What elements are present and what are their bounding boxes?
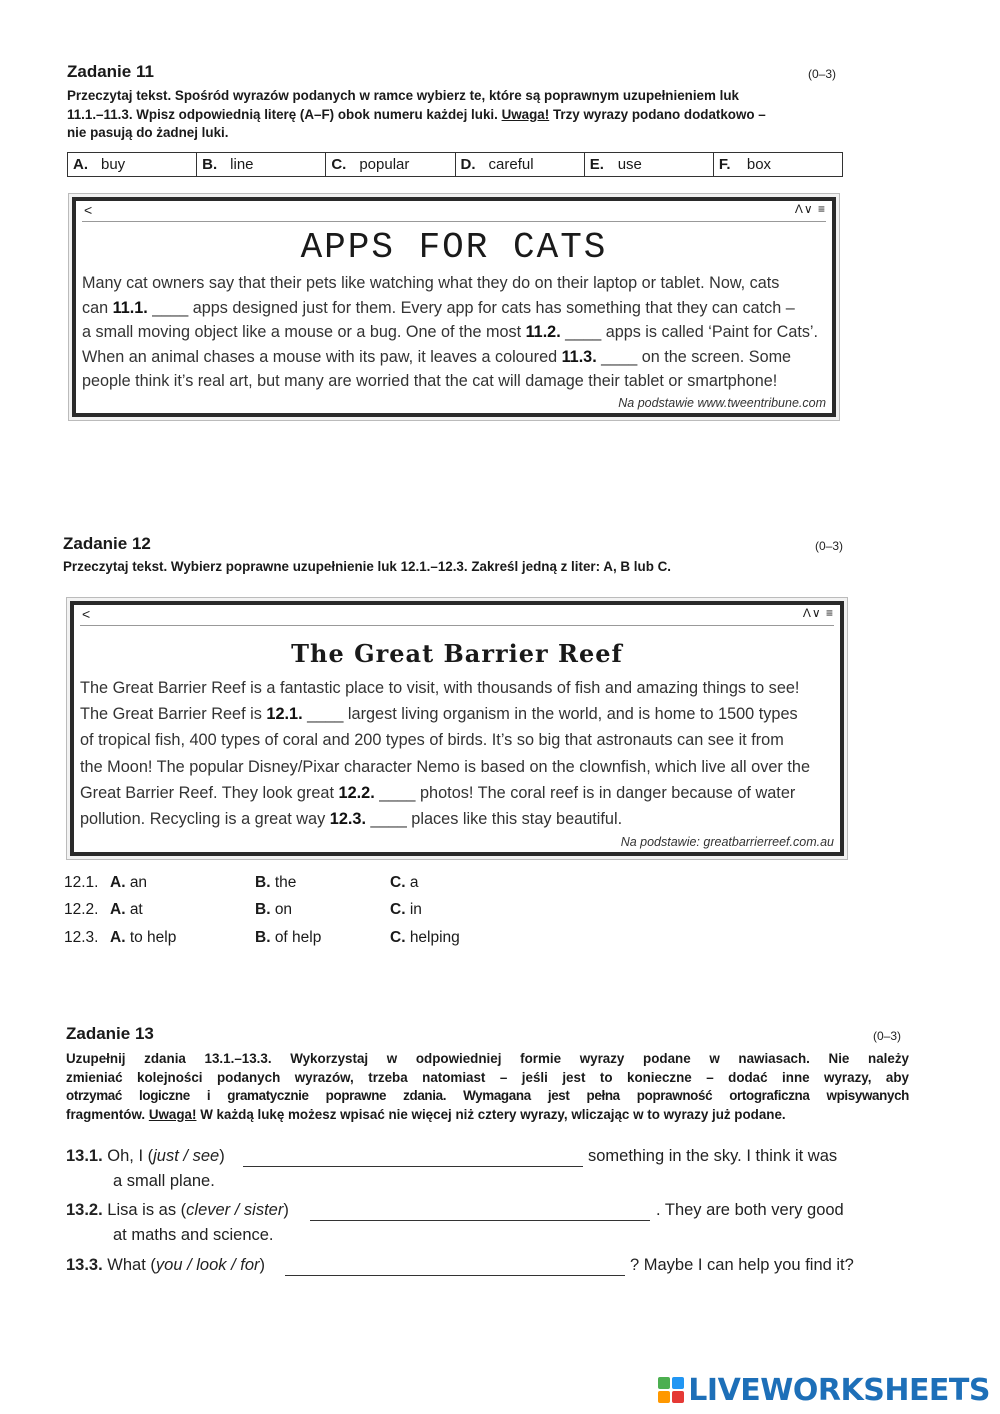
word-option-b: B. line [197, 153, 326, 176]
word-option-c: C. popular [326, 153, 455, 176]
text-line: people think it’s real art, but many are worried that the cat will damage their tablet or smartphone! [82, 372, 778, 390]
sentence-13-2-end: . They are both very good [656, 1201, 844, 1219]
sentence-13-1-end: something in the sky. I think it was [588, 1147, 838, 1165]
font-size-menu-icon: Λ∨ ≡ [802, 606, 834, 620]
option-a[interactable]: A. an [110, 874, 148, 891]
task13-instruction-line: zmieniać kolejności podanych wyrazów, trzeba natomiast – jeśli jest to konieczne – dodać inne wyrazy, aby [66, 1069, 909, 1085]
task11-instruction-line2: 11.1.–11.3. Wpisz odpowiednią literę (A–F) obok numeru każdej luki. Uwaga! Trzy wyrazy podano dodatkowo – [67, 106, 766, 122]
text-line: the Moon! The popular Disney/Pixar character Nemo is based on the clownfish, which live all over the [80, 757, 811, 776]
option-b[interactable]: B. on [255, 901, 293, 918]
sentence-13-3-end: ? Maybe I can help you find it? [630, 1256, 854, 1274]
frame-toolbar [82, 201, 826, 222]
text-line: a small moving object like a mouse or a bug. One of the most 11.2. ____ apps is called ‘Paint for Cats’. [82, 323, 819, 341]
task13-title: Zadanie 13 [66, 1024, 154, 1043]
back-arrow-icon: < [82, 606, 91, 622]
gap-12-3: 12.3. [329, 810, 366, 829]
task11-instruction-line3: nie pasują do żadnej luki. [67, 125, 229, 141]
option-b[interactable]: B. of help [255, 929, 322, 946]
text-line: Great Barrier Reef. They look great 12.2. ____ photos! The coral reef is in danger because of water [80, 783, 796, 802]
option-c[interactable]: C. helping [390, 929, 460, 946]
answer-blank-13-1[interactable] [243, 1166, 583, 1167]
task11-title: Zadanie 11 [67, 62, 154, 81]
liveworksheets-logo[interactable] [658, 1372, 990, 1408]
task12-instruction: Przeczytaj tekst. Wybierz poprawne uzupełnienie luk 12.1.–12.3. Zakreśl jedną z liter: A, B lub C. [63, 559, 671, 574]
option-number: 12.1. [64, 874, 99, 891]
liveworksheets-logo-icon [658, 1377, 684, 1403]
sentence-13-3: 13.3. What (you / look / for) [66, 1256, 266, 1274]
task13-instruction-line: Uzupełnij zdania 13.1.–13.3. Wykorzystaj w odpowiedniej formie wyrazy podane w nawiasach. Nie należy [66, 1051, 909, 1066]
uwaga-label: Uwaga! [148, 1106, 197, 1122]
liveworksheets-logo-text: LIVEWORKSHEETS [688, 1372, 990, 1408]
task11-points: (0–3) [808, 67, 837, 81]
option-b[interactable]: B. the [255, 874, 297, 891]
answer-blank-13-3[interactable] [285, 1275, 625, 1276]
reef-title: The Great Barrier Reef [291, 639, 623, 668]
apps-for-cats-frame [68, 193, 840, 421]
task13-instruction-line: fragmentów. Uwaga! W każdą lukę możesz wpisać nie więcej niż cztery wyrazy, wliczając w to wyrazy już podane. [66, 1106, 786, 1122]
task13-points: (0–3) [873, 1029, 902, 1043]
task13-instruction [66, 1050, 909, 1124]
apps-for-cats-title: APPS FOR CATS [300, 227, 608, 268]
option-c[interactable]: C. a [390, 874, 419, 891]
sentence-13-1-cont: a small plane. [113, 1172, 215, 1190]
reef-text [80, 675, 834, 832]
gap-12-2: 12.2. [338, 783, 375, 802]
text-line: of tropical fish, 400 types of coral and 200 types of birds. It’s so big that astronauts can see it from [80, 731, 784, 750]
text-line: The Great Barrier Reef is 12.1. ____ largest living organism in the world, and is home to 1500 types [80, 705, 798, 724]
font-size-menu-icon: Λ∨ ≡ [794, 202, 826, 216]
back-arrow-icon: < [84, 202, 93, 218]
apps-source: Na podstawie www.tweentribune.com [618, 396, 826, 410]
reef-source: Na podstawie: greatbarrierreef.com.au [620, 835, 834, 849]
gap-11-2: 11.2. [525, 323, 561, 341]
sentence-13-1: 13.1. Oh, I (just / see) [66, 1147, 225, 1165]
option-number: 12.3. [64, 929, 99, 946]
great-barrier-reef-frame [66, 597, 848, 860]
sentence-13-2: 13.2. Lisa is as (clever / sister) [66, 1201, 289, 1219]
option-c[interactable]: C. in [390, 901, 422, 918]
uwaga-label: Uwaga! [501, 106, 550, 122]
option-a[interactable]: A. to help [110, 929, 177, 946]
task11-instruction [67, 87, 842, 143]
word-box [67, 152, 843, 177]
task12-title: Zadanie 12 [63, 534, 151, 553]
word-option-e: E. use [585, 153, 714, 176]
task12-points: (0–3) [815, 539, 844, 553]
task13-instruction-line: otrzymać logiczne i gramatycznie poprawne zdania. Wymagana jest pełna poprawność ortograficzna wpisywanych [66, 1088, 909, 1104]
gap-11-3: 11.3. [561, 347, 597, 366]
task11-instruction-line1: Przeczytaj tekst. Spośród wyrazów podanych w ramce wybierz te, które są poprawnym uzupełnieniem luk [67, 88, 739, 103]
word-option-d: D. careful [456, 153, 585, 176]
gap-12-1: 12.1. [266, 705, 303, 724]
word-option-f: F. box [718, 156, 772, 173]
text-line: pollution. Recycling is a great way 12.3. ____ places like this stay beautiful. [80, 810, 623, 829]
answer-blank-13-2[interactable] [310, 1220, 650, 1221]
text-line: Many cat owners say that their pets like watching what they do on their laptop or tablet. Now, cats [82, 274, 780, 292]
option-number: 12.2. [64, 901, 99, 918]
text-line: can 11.1. ____ apps designed just for them. Every app for cats has something that they can catch – [82, 298, 795, 317]
option-a[interactable]: A. at [110, 901, 143, 918]
text-line: When an animal chases a mouse with its paw, it leaves a coloured 11.3. ____ on the screen. Some [82, 347, 792, 366]
gap-11-1: 11.1. [112, 298, 148, 317]
apps-for-cats-text [82, 271, 826, 394]
text-line: The Great Barrier Reef is a fantastic place to visit, with thousands of fish and amazing things to see! [80, 679, 800, 697]
frame-toolbar [80, 605, 834, 626]
word-option-a: A. buy [68, 153, 197, 176]
sentence-13-2-cont: at maths and science. [113, 1226, 274, 1244]
